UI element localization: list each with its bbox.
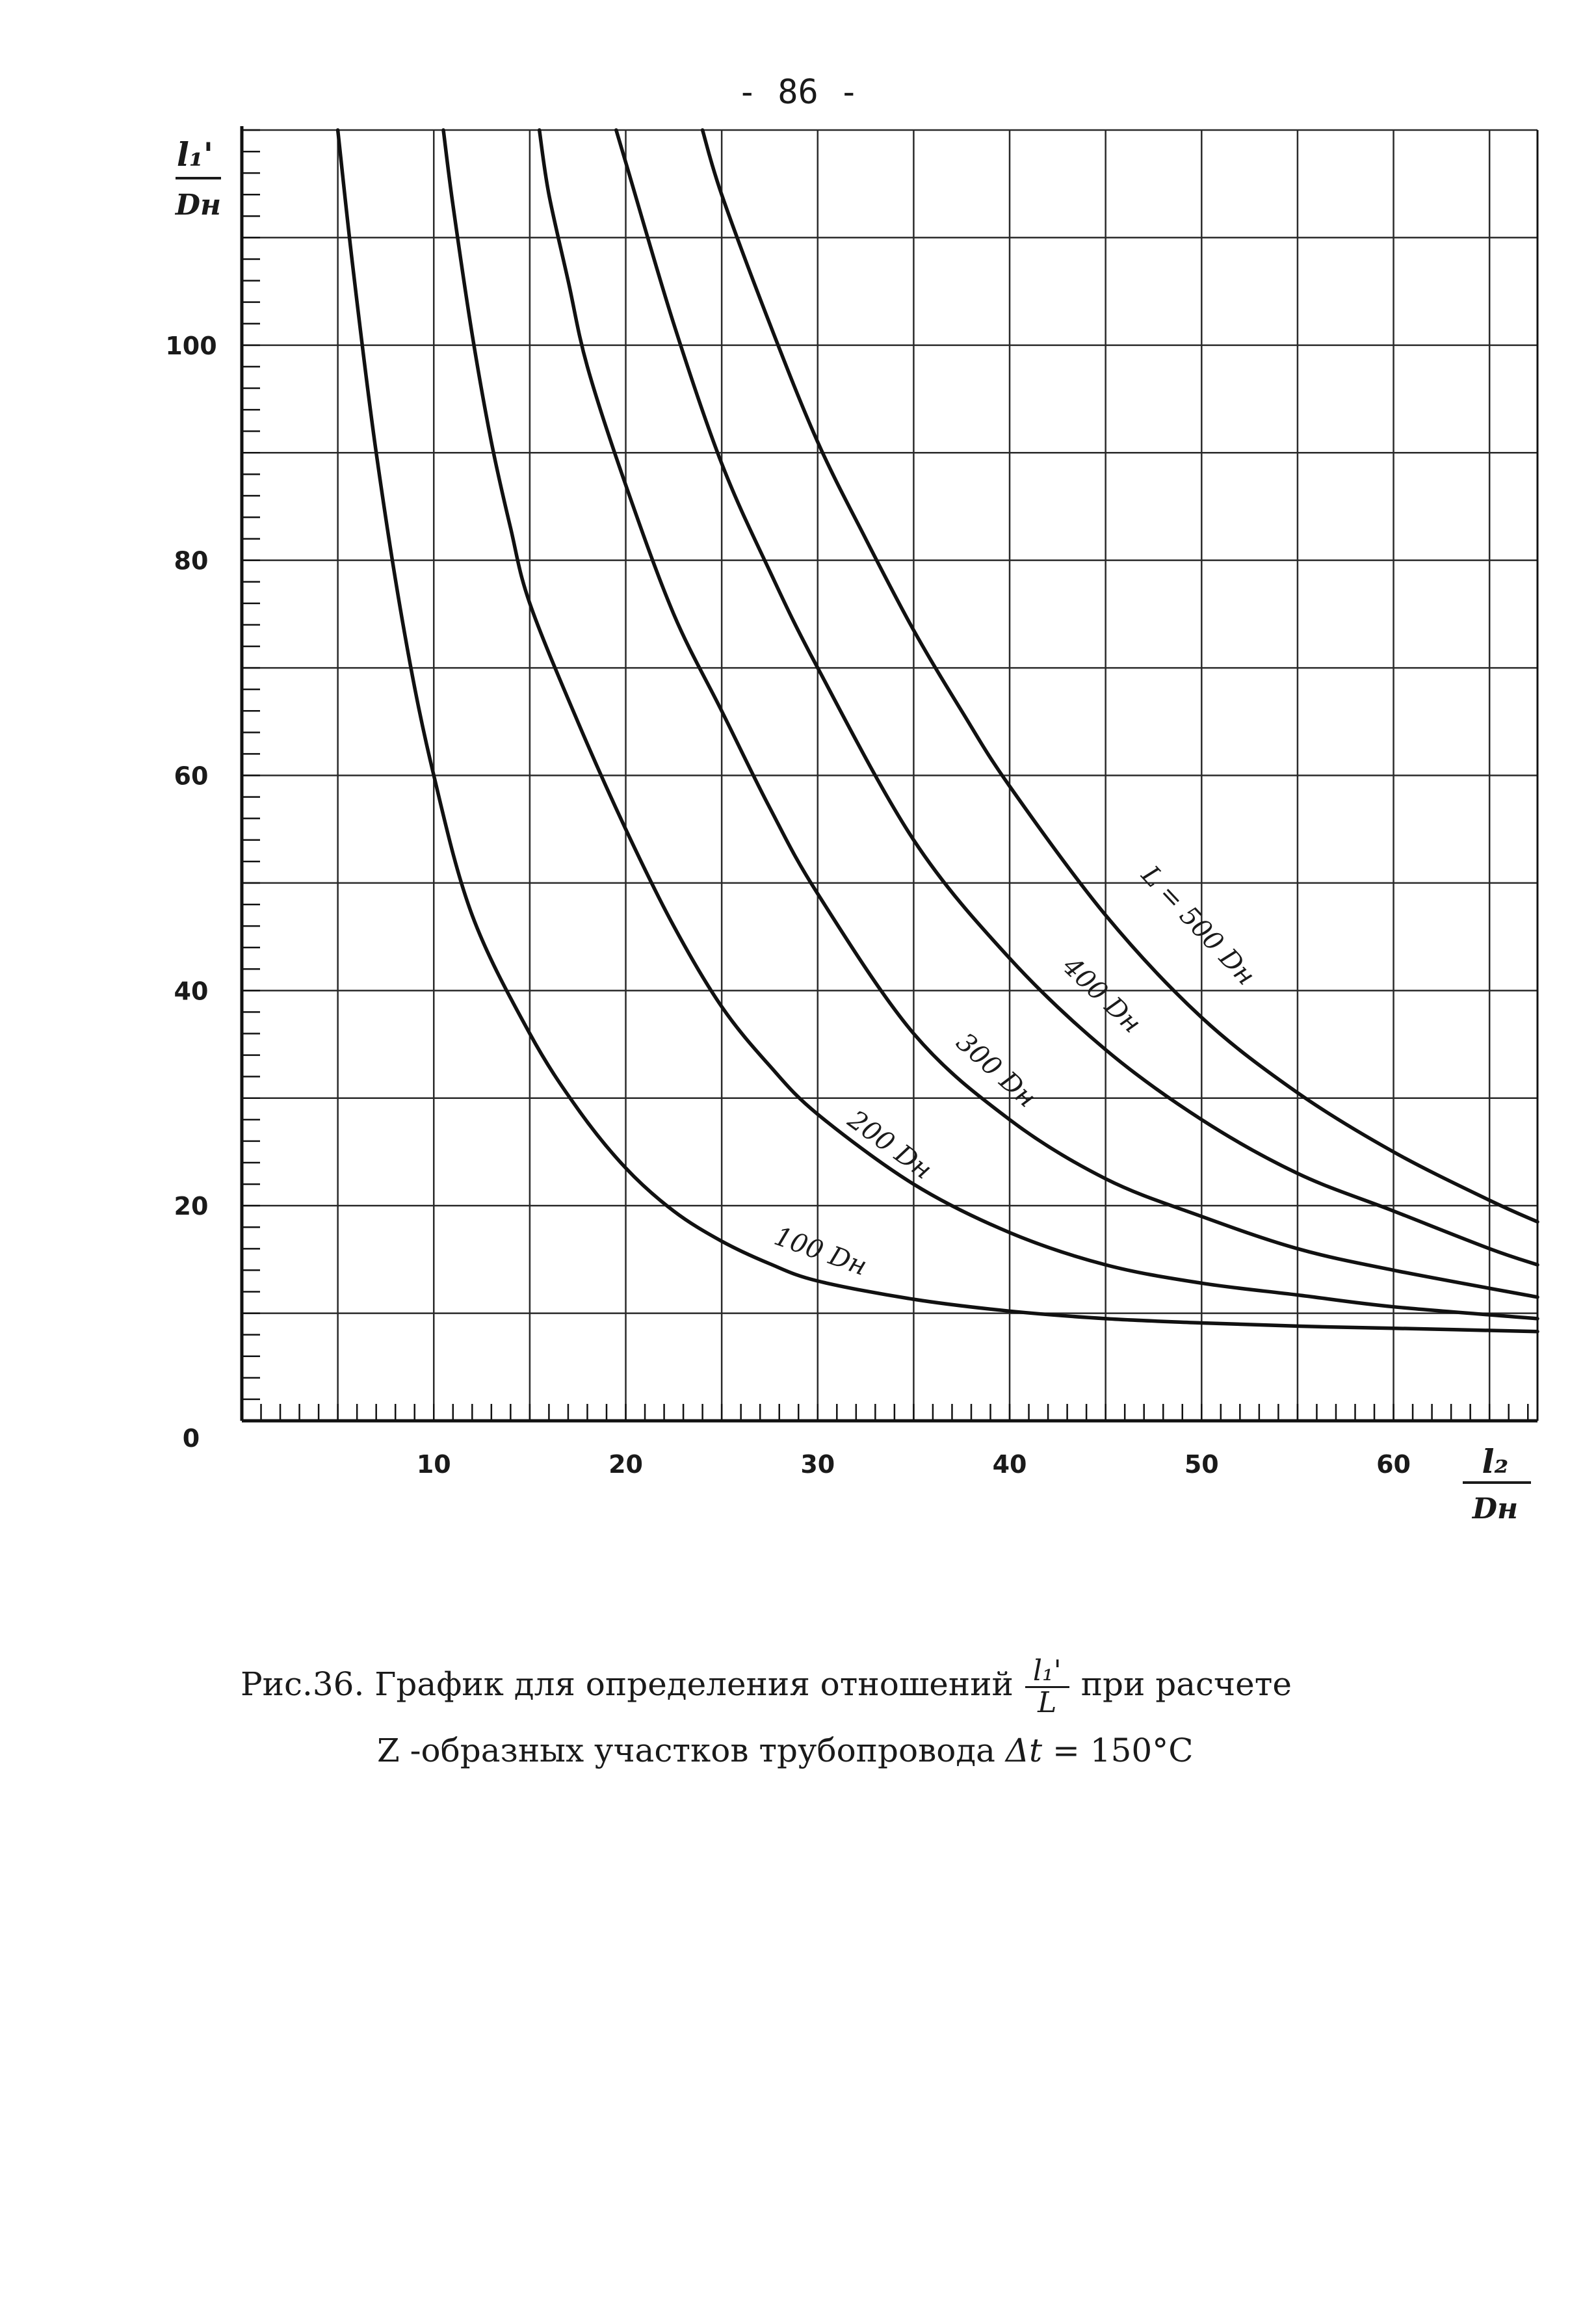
x-tick-label: 40 [992,1450,1027,1479]
caption-line2-prefix: Z -образных участков трубопровода [377,1731,995,1769]
series-line-1 [338,130,1537,1332]
labels [165,332,1411,1479]
y-tick-label: 80 [174,546,209,575]
x-axis-title-numerator: l₂ [1482,1442,1509,1481]
caption-line2-value: = 150°C [1052,1731,1194,1769]
caption-fraction-denominator: L [1038,1685,1057,1719]
page-number: - 86 - [737,73,859,112]
y-tick-label: 100 [165,331,217,360]
caption-line-1 [241,1652,1476,1718]
caption-line1-prefix: Рис.36. График для определения отношений [241,1665,1014,1703]
x-tick-label: 50 [1184,1450,1219,1479]
x-tick-label: 20 [608,1450,643,1479]
grid [242,126,1537,1421]
curves [338,130,1537,1332]
caption-delta: Δt [1005,1731,1043,1769]
x-axis-title-denominator: Dн [1472,1492,1519,1525]
y-axis-title-numerator: l₁' [176,135,214,174]
caption [241,1652,1476,1783]
y-tick-label: 0 [182,1424,200,1453]
caption-fraction [1025,1656,1069,1718]
caption-line-2 [241,1718,1476,1783]
series-label-2: 200 Dн [842,1104,937,1186]
y-axis-title [174,135,221,222]
x-axis-title [1463,1442,1531,1525]
caption-fraction-numerator: l₁' [1025,1656,1069,1688]
series-label-4: 400 Dн [1056,951,1147,1039]
x-tick-label: 30 [800,1450,835,1479]
series-label-1: 100 Dн [770,1221,871,1282]
caption-line1-suffix: при расчете [1080,1665,1292,1703]
series-label-5: L = 500 Dн [1135,860,1261,992]
series-line-4 [616,130,1537,1265]
x-tick-label: 10 [416,1450,451,1479]
series-label-3: 300 Dн [950,1027,1042,1114]
y-tick-label: 20 [174,1192,209,1221]
y-tick-label: 40 [174,977,209,1006]
y-axis-title-denominator: Dн [175,189,222,222]
series-line-5 [703,130,1537,1222]
series-line-3 [540,130,1537,1297]
x-tick-label: 60 [1376,1450,1411,1479]
y-tick-label: 60 [174,761,209,791]
